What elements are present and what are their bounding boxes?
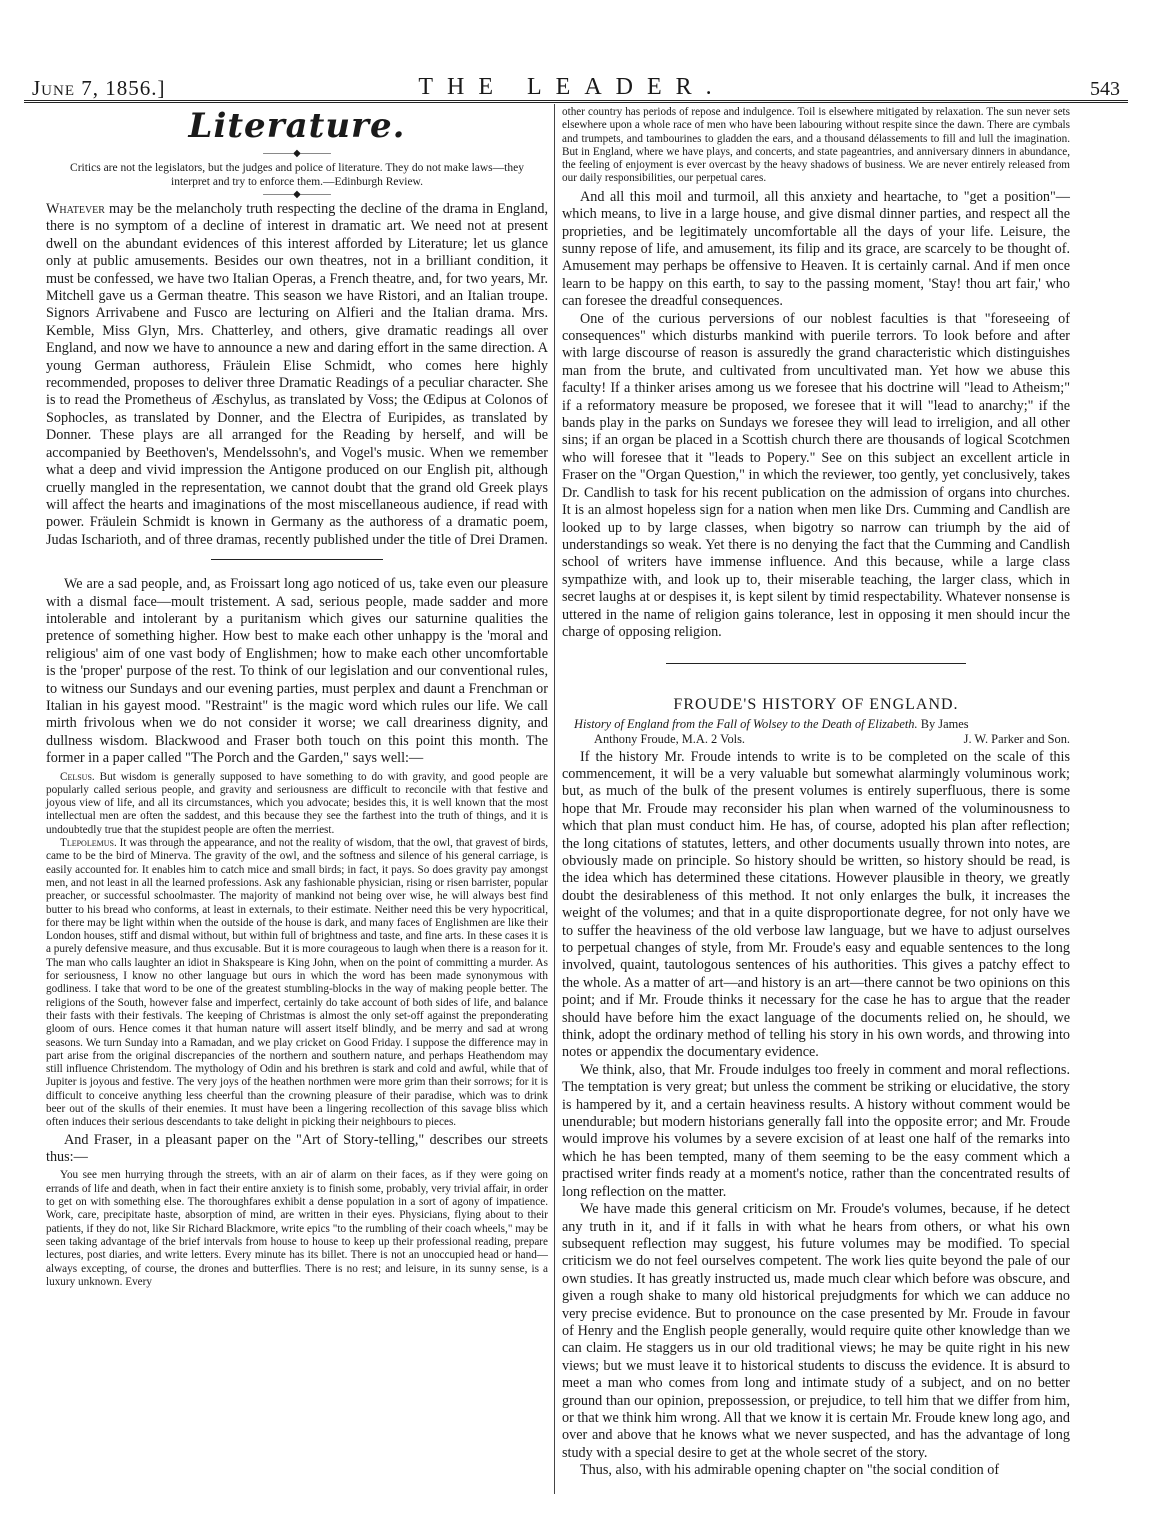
paragraph: And Fraser, in a pleasant paper on the "Art of Story-telling," describes our streets thus:—: [46, 1131, 548, 1166]
paragraph-text: may be the melancholy truth respecting the decline of the drama in England, there is no symptom of a decline of interest in dramatic art. We need not at present dwell on the abundant evidences of this interest afforded by Literature; let us glance only at public amusements. Besides our own theatres, not in a brilliant condition, it must be confessed, we have two Italian Operas, a French theatre, and, for two years, Mr. Mitchell gave us a German theatre. This season we have Ristori, and an Italian troupe. Signors Arrivabene and Fusco are lecturing on Alfieri and the Italian drama. Mrs. Kemble, Miss Glyn, Mrs. Chatterley, and others, give dramatic readings all over England, and now we have to announce a new and daring effort in the same direction. A young German authoress, Fräulein Elise Schmidt, who comes here highly recommended, proposes to deliver three Dramatic Readings of a peculiar character. She is to read the Prometheus of Æschylus, as translated by Voss; the Œdipus at Colonos of Sophocles, as translated by Donner, and the Electra of Euripides, as translated by Donner. These plays are all arranged for the Reading by herself, and will be accompanied by Beethoven's, Mendelssohn's, and Vogel's music. When we remember what a deep and vivid impression the Antigone produced on our English pit, although cruelly mangled in the representation, we cannot doubt that the grand old Greek plays will affect the hearts and imaginations of the most miscellaneous audience, if read with power. Fräulein Schmidt is known in Germany as the authoress of a dramatic poem, Judas Ischarioth, and of three dramas, recently published under the title of Drei Dramen.: [46, 201, 548, 548]
quote-paragraph: [46, 837, 548, 1130]
section-ornament: ———◆———: [263, 148, 331, 159]
issue-date: June 7, 1856.]: [32, 76, 166, 100]
article-drama: [46, 201, 548, 549]
paragraph: If the history Mr. Froude intends to write is to be completed on the scale of this commencement, it will be a very valuable but somewhat alarmingly voluminous work; but, as much of the bulk of the present volumes is entirely superfluous, there is some hope that Mr. Froude may reconsider his plan when warned of the voluminousness to which that plan must conduct him. He has, of course, adopted his plan after reflection; the long citations of statutes, letters, and other documents usually thrown into notes, are obviously made on principle. So history should be written, so history should be read, is the idea which has determined these citations. However plausible in theory, we greatly doubt the desirableness of this method. It not only enlarges the bulk, it increases the weight of the volumes; and that in a quite disproportionate degree, for not only have we to suffer the heaviness of the old verbose law language, but we have to adjust ourselves to perpetual changes of style, from Mr. Froude's easy and equable sentences to the long involved, quaint, tautologous sentences of his authorities. This gives a patchy effect to the whole. As a matter of art—and history is an art—there cannot be two opinions on this point; and if Mr. Froude thinks it necessary for the case he has to argue that the reader should have before him the exact language of the documents relied on, he should, we think, adopt the ordinary method of telling his story in his own words, and throwing into notes or appendix the documentary evidence.: [562, 748, 1070, 1061]
speaker: Tlepolemus.: [60, 837, 117, 850]
quote-paragraph: other country has periods of repose and indulgence. Toil is elsewhere mitigated by relaxation. The sun never sets elsewhere upon a whole race of men who have been labouring without respite since the dawn. There are cymbals and trumpets, and tambourines to gladden the ears, and a thousand délassements to fill and lull the imagination. But in England, where we have plays, and concerts, and state pageantries, and anniversary dinners in abundance, the feeling of enjoyment is ever overcast by the heavy shadows of business. We are never entirely released from our daily responsibilities, our perpetual cares.: [562, 106, 1070, 185]
publication-title: THE LEADER.: [418, 74, 726, 100]
article-continued: [46, 1132, 548, 1167]
paragraph: One of the curious perversions of our noblest faculties is that "foreseeing of consequences" which disturbs mankind with puerile terrors. To look before and after with large discourse of reason is assuredly the grand characteristic which distinguishes man from the brute, and cultivated from uncultivated man. Yet how we abuse this faculty! If a thinker arises among us we foresee that his doctrine will "lead to Atheism;" if a reformatory measure be proposed, we foresee that it will "lead to anarchy;" if the bands play in the parks on Sundays we foresee they will lead to irreligion, and all other sins; if an organ be placed in a Scottish church there are thousands of logical Scotchmen who will foresee that it "leads to Popery." See on this subject an excellent article in Fraser on the "Organ Question," in which the reviewer, too gently, yet conclusively, takes Dr. Candlish to task for his recent publication on the admission of organs into churches. It is an almost hopeless sign for a nation when men like Drs. Cumming and Candlish are looked up to by large classes, when bigotry so narrow can triumph by the aid of understandings so weak. Yet there is no denying the fact that the Cumming and Candlish school of writers have immense influence. And this because, while a large class sympathize with, and look up to, their miserable teaching, the larger class, which in secret laughs at or despises it, is kept silent by timid respectability. Whatever nonsense is uttered in the name of religion gains tolerance, lest in opposing it men should incur the charge of opposing religion.: [562, 310, 1070, 640]
publisher: J. W. Parker and Son.: [963, 731, 1070, 746]
quotation-block: [46, 1169, 548, 1289]
section-title: Literature.: [188, 106, 406, 146]
article-continued: [562, 189, 1070, 642]
page-number: 543: [1090, 78, 1120, 100]
paragraph: We think, also, that Mr. Froude indulges too freely in comment and moral reflections. The temptation is very great; but unless the comment be striking or elucidative, the story is hampered by it, and a certain heaviness results. A history without comment would be unendurable; but modern historians generally fall into the opposite error; and Mr. Froude would improve his volumes by a severe excision of at least one half of the remarks into which he has been tempted, many of them seeming to be the easy comment which a practised writer finds ready at a moment's notice, rather than the concentrated results of long reflection on the matter.: [562, 1061, 1070, 1200]
quote-paragraph: You see men hurrying through the streets, with an air of alarm on their faces, as if they were going on errands of life and death, when in fact their entire anxiety is to finish some, probably, very trivial affair, in order to get on with something else. The thoroughfares exhibit a dense population in a sort of agony of impatience. Work, care, precipitate haste, absorption of mind, are written in their eyes. Physicians, flying about to their patients, if they do not, like Sir Richard Blackmore, write epics "to the rumbling of their coach wheels," may be seen taking advantage of the brief intervals from house to house to keep up their professional reading, prepare lectures, post diaries, and write letters. Every minute has its billet. There is not an unoccupied head or hand—always excepting, of course, the drones and butterflies. There is no rest; and leisure, in its sunny sense, is a luxury unknown. Every: [46, 1169, 548, 1288]
left-column: [46, 104, 548, 1289]
article-froude: [562, 749, 1070, 1480]
speaker: Celsus.: [60, 770, 95, 783]
author: Anthony Froude, M.A. 2 Vols.: [594, 731, 745, 746]
paragraph: We have made this general criticism on Mr. Froude's volumes, because, if he detect any truth in it, and if it falls in with what he hears from others, or what his own subsequent reflection may suggest, his future volumes may be modified. To special criticism we do not feel ourselves competent. The work lies quite beyond the pale of our own studies. It has greatly instructed us, made much clear which before was obscure, and given a rough shake to many old historical prejudgments for which we can adduce no very precise evidence. But to pronounce on the case presented by Mr. Froude in favour of Henry and the English people generally, would require quite other knowledge than we can claim. He staggers us in our old traditional views; he may be quite right in his new views; but we must leave it to historical students to discuss the evidence. It is absurd to meet a man who comes from long and intimate study of a subject, and on no better ground than our opinion, prepossession, or prejudice, to tell him that we differ from him, or that we think him wrong. All that we know it is certain Mr. Froude knew long ago, and over and above that he knows what we never suspected, and has the advantage of long study with a special desire to get at the whole secret of the story.: [562, 1201, 1070, 1461]
bibliographic-entry: [574, 717, 1070, 746]
section-rule: [666, 663, 966, 664]
bib-line: [574, 732, 1070, 747]
paragraph: And all this moil and turmoil, all this anxiety and heartache, to "get a position"—which means, to live in a large house, and give dismal dinner parties, and respect all the proprieties, and be legitimately uncomfortable all the days of your life. Leisure, the sunny repose of life, and amusement, its filip and its grace, are scarcely to be thought of. Amusement may perhaps be offensive to Heaven. It is certainly carnal. And if men once learn to be happy on this earth, to say to the passing moment, 'Stay! thou art fair,' who can foresee the dreadful consequences.: [562, 188, 1070, 310]
epigraph-ornament: ———◆———: [263, 189, 331, 200]
section-rule: [211, 559, 383, 560]
quotation-continued: [562, 106, 1070, 186]
column-divider: [554, 104, 555, 1494]
article-sad-people: [46, 576, 548, 767]
author-lead: By James: [920, 717, 969, 732]
book-title: History of England from the Fall of Wolsey to the Death of Elizabeth.: [574, 717, 918, 732]
bib-line: [574, 717, 1070, 732]
quote-paragraph: [46, 771, 548, 837]
article-title: FROUDE'S HISTORY OF ENGLAND.: [673, 696, 959, 714]
paragraph: Thus, also, with his admirable opening chapter on "the social condition of: [580, 1462, 1000, 1479]
quotation-block: [46, 771, 548, 1130]
lead-word: Whatever: [46, 201, 105, 217]
paragraph: [46, 201, 548, 549]
epigraph: Critics are not the legislators, but the judges and police of literature. They do not make laws—they interpret and try to enforce them.—Edinburgh Review.: [70, 162, 524, 188]
paragraph: We are a sad people, and, as Froissart long ago noticed of us, take even our pleasure with a dismal face—moult tristement. A sad, serious people, made sadder and more intolerable and intolerant by a puritanism which gives our saturnine qualities the pretence of something higher. How best to make each other unhappy is the 'moral and religious' aim of one vast body of Englishmen; how to make each other uncomfortable is the 'proper' purpose of the rest. To think of our legislation and our conventional rules, to witness our Sundays and our evening parties, must perplex and daunt a Frenchman or Italian in his gayest mood. "Restraint" is the magic word which rules our life. We call mirth frivolous when we do not consider it worse; we call dreariness dignity, and dullness wisdom. Blackwood and Fraser both touch on this point this month. The former in a paper called "The Porch and the Garden," says well:—: [46, 576, 548, 767]
right-column: [562, 104, 1070, 1480]
page-header: [24, 72, 1120, 102]
quote-text: But wisdom is generally supposed to have something to do with gravity, and good people are popularly called serious people, and gravity and seriousness are difficult to reconcile with that festive and joyous view of life, and all its circumstances, which you advocate; besides this, it is well known that the most intellectual men are often the saddest, and this because they see the farthest into the truth of things, and it is undoubtedly true that the stupidest people are often the merriest.: [46, 770, 548, 836]
quote-text: It was through the appearance, and not the reality of wisdom, that the owl, that gravest of birds, came to be the bird of Minerva. The gravity of the owl, and the softness and silence of his general carriage, is easily accounted for. It enables him to catch mice and small birds; in fact, it pays. So does gravity pay amongst men, and not least in all the learned professions. Ask any fashionable physician, rising or risen barrister, popular preacher, or successful schoolmaster. The majority of mankind not being over wise, he will always best find butter to his bread who conforms, at least in externals, to their estimate. Neither need this be very hypocritical, for there may be light within when the outside of the house is dark, and many faces of Englishmen are like their London houses, stiff and dismal without, but within full of brightness and taste, and fine arts. In these cases it is a purely defensive measure, and thus excusable. But it is more courageous to laugh when there is a reason for it. The man who calls laughter an idiot in Shakspeare is King John, when on the point of committing a murder. As for seriousness, I know no other language but ours in which the word has been made synonymous with godliness. I take that word to be one of the greatest stumbling-blocks in the way of making people better. The religions of the South, however false and imperfect, certainly do take account of both sides of life, and balance their fasts with their festivals. The keeping of Christmas is almost the only set-off against the preponderating gloom of ours. Hence comes it that human nature will assert itself blindly, and be merry and sad at wrong seasons. We turn Sunday into a Ramadan, and we play cricket on Good Friday. I suppose the difference may in part arise from the original discrepancies of the northern and southern nature, and perhaps Heathendom may still influence Christendom. The mythology of Odin and his brethren is stark and cold and awful, while that of Jupiter is joyous and festive. The very joys of the heathen northmen were more grim than their sorrows; for it is difficult to conceive anything less cheerful than the crowning pleasure of their paradise, which was to drink beer out of the skulls of their enemies. It must have been a lingering recollection of this savage bliss which often induces their serious descendants to take delight in picking their neighbours to pieces.: [46, 837, 548, 1129]
